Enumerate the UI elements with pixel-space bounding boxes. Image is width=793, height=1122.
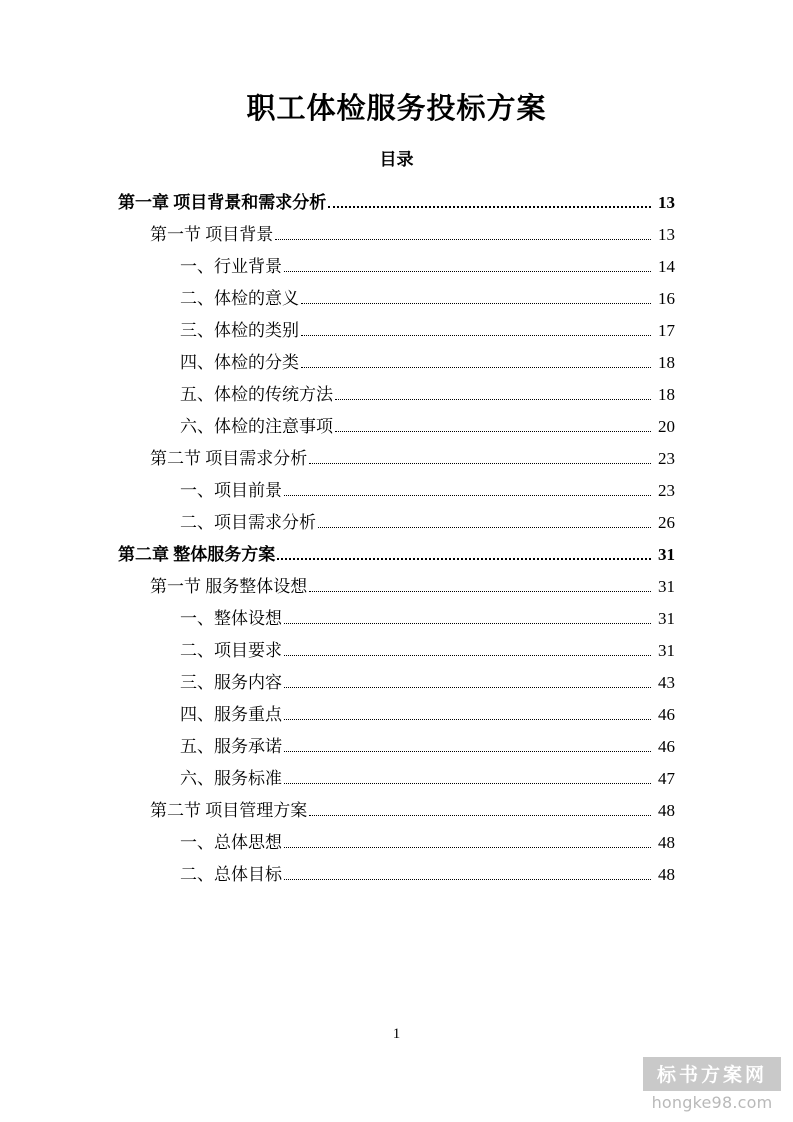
toc-leader-dots	[284, 686, 651, 688]
toc-leader-dots	[284, 750, 651, 752]
toc-entry[interactable]	[118, 250, 675, 282]
watermark	[643, 1057, 781, 1112]
toc-entry-page-number: 48	[658, 865, 675, 884]
toc-entry-label: 第二章 整体服务方案	[118, 545, 276, 564]
toc-entry-page-number: 31	[658, 641, 675, 660]
toc-entry[interactable]	[118, 506, 675, 538]
toc-entry-page-number: 16	[658, 289, 675, 308]
toc-leader-dots	[284, 718, 651, 720]
toc-entry-page-number: 18	[658, 353, 675, 372]
toc-entry[interactable]	[118, 570, 675, 602]
toc-entry-label: 第一节 服务整体设想	[150, 577, 308, 596]
toc-entry[interactable]	[118, 346, 675, 378]
toc-leader-dots	[328, 205, 651, 208]
toc-entry-label: 二、总体目标	[180, 865, 282, 884]
toc-entry[interactable]	[118, 666, 675, 698]
toc-leader-dots	[318, 526, 651, 528]
footer-page-number: 1	[392, 1026, 401, 1042]
toc-leader-dots	[309, 814, 651, 816]
toc-heading: 目录	[379, 150, 414, 170]
toc-entry-page-number: 31	[658, 545, 675, 564]
page-title: 职工体检服务投标方案	[246, 91, 547, 125]
toc-entry-page-number: 18	[658, 385, 675, 404]
toc-entry-label: 一、行业背景	[180, 257, 282, 276]
toc-entry[interactable]	[118, 826, 675, 858]
toc-entry[interactable]	[118, 218, 675, 250]
toc-leader-dots	[309, 590, 651, 592]
toc-leader-dots	[309, 462, 651, 464]
toc-entry[interactable]	[118, 538, 675, 570]
toc-leader-dots	[284, 622, 651, 624]
toc-entry-page-number: 47	[658, 769, 675, 788]
toc-entry-page-number: 31	[658, 577, 675, 596]
toc-entry[interactable]	[118, 730, 675, 762]
toc-entry-page-number: 17	[658, 321, 675, 340]
toc-entry-label: 二、项目要求	[180, 641, 282, 660]
toc-leader-dots	[284, 494, 651, 496]
toc-entry[interactable]	[118, 442, 675, 474]
toc-entry-label: 三、服务内容	[180, 673, 282, 692]
toc-entry-label: 六、体检的注意事项	[180, 417, 333, 436]
toc-leader-dots	[284, 270, 651, 272]
toc-leader-dots	[284, 654, 651, 656]
toc-entry[interactable]	[118, 314, 675, 346]
toc-entry-page-number: 46	[658, 705, 675, 724]
toc-entry[interactable]	[118, 410, 675, 442]
toc-entry[interactable]	[118, 794, 675, 826]
toc-entry[interactable]	[118, 602, 675, 634]
toc-leader-dots	[277, 557, 651, 560]
toc-entry-label: 第一节 项目背景	[150, 225, 274, 244]
toc-entry-label: 第一章 项目背景和需求分析	[118, 193, 327, 212]
toc-leader-dots	[301, 302, 651, 304]
toc-entry-page-number: 26	[658, 513, 675, 532]
toc-entry-page-number: 20	[658, 417, 675, 436]
toc-leader-dots	[284, 878, 651, 880]
watermark-top-text: 标书方案网	[643, 1057, 781, 1091]
toc-entry-page-number: 23	[658, 449, 675, 468]
toc-entry-label: 第二节 项目管理方案	[150, 801, 308, 820]
toc-leader-dots	[335, 398, 651, 400]
toc-leader-dots	[284, 846, 651, 848]
toc-entry-label: 三、体检的类别	[180, 321, 299, 340]
toc-entry-page-number: 13	[658, 225, 675, 244]
toc-entry[interactable]	[118, 762, 675, 794]
toc-entry-label: 一、总体思想	[180, 833, 282, 852]
toc-entry-label: 五、服务承诺	[180, 737, 282, 756]
toc-entry-label: 六、服务标准	[180, 769, 282, 788]
watermark-bottom-text: hongke98.com	[651, 1093, 773, 1112]
toc-entry[interactable]	[118, 282, 675, 314]
toc-entry-label: 一、整体设想	[180, 609, 282, 628]
toc-entry-page-number: 14	[658, 257, 675, 276]
toc-entry-label: 四、服务重点	[180, 705, 282, 724]
toc-entry-label: 四、体检的分类	[180, 353, 299, 372]
toc-entry[interactable]	[118, 698, 675, 730]
toc-entry-page-number: 13	[658, 193, 675, 212]
toc-entry-page-number: 48	[658, 833, 675, 852]
toc-entry-label: 二、项目需求分析	[180, 513, 316, 532]
toc-entry[interactable]	[118, 186, 675, 218]
toc-entry-page-number: 48	[658, 801, 675, 820]
toc-leader-dots	[301, 334, 651, 336]
toc-entry-label: 一、项目前景	[180, 481, 282, 500]
table-of-contents	[118, 186, 675, 890]
toc-entry[interactable]	[118, 634, 675, 666]
toc-leader-dots	[301, 366, 651, 368]
toc-entry[interactable]	[118, 474, 675, 506]
toc-entry-page-number: 23	[658, 481, 675, 500]
toc-entry-page-number: 43	[658, 673, 675, 692]
toc-entry-page-number: 31	[658, 609, 675, 628]
toc-entry-label: 五、体检的传统方法	[180, 385, 333, 404]
toc-entry-label: 第二节 项目需求分析	[150, 449, 308, 468]
toc-entry[interactable]	[118, 858, 675, 890]
toc-entry[interactable]	[118, 378, 675, 410]
toc-entry-label: 二、体检的意义	[180, 289, 299, 308]
toc-leader-dots	[275, 238, 651, 240]
toc-entry-page-number: 46	[658, 737, 675, 756]
toc-leader-dots	[284, 782, 651, 784]
toc-leader-dots	[335, 430, 651, 432]
